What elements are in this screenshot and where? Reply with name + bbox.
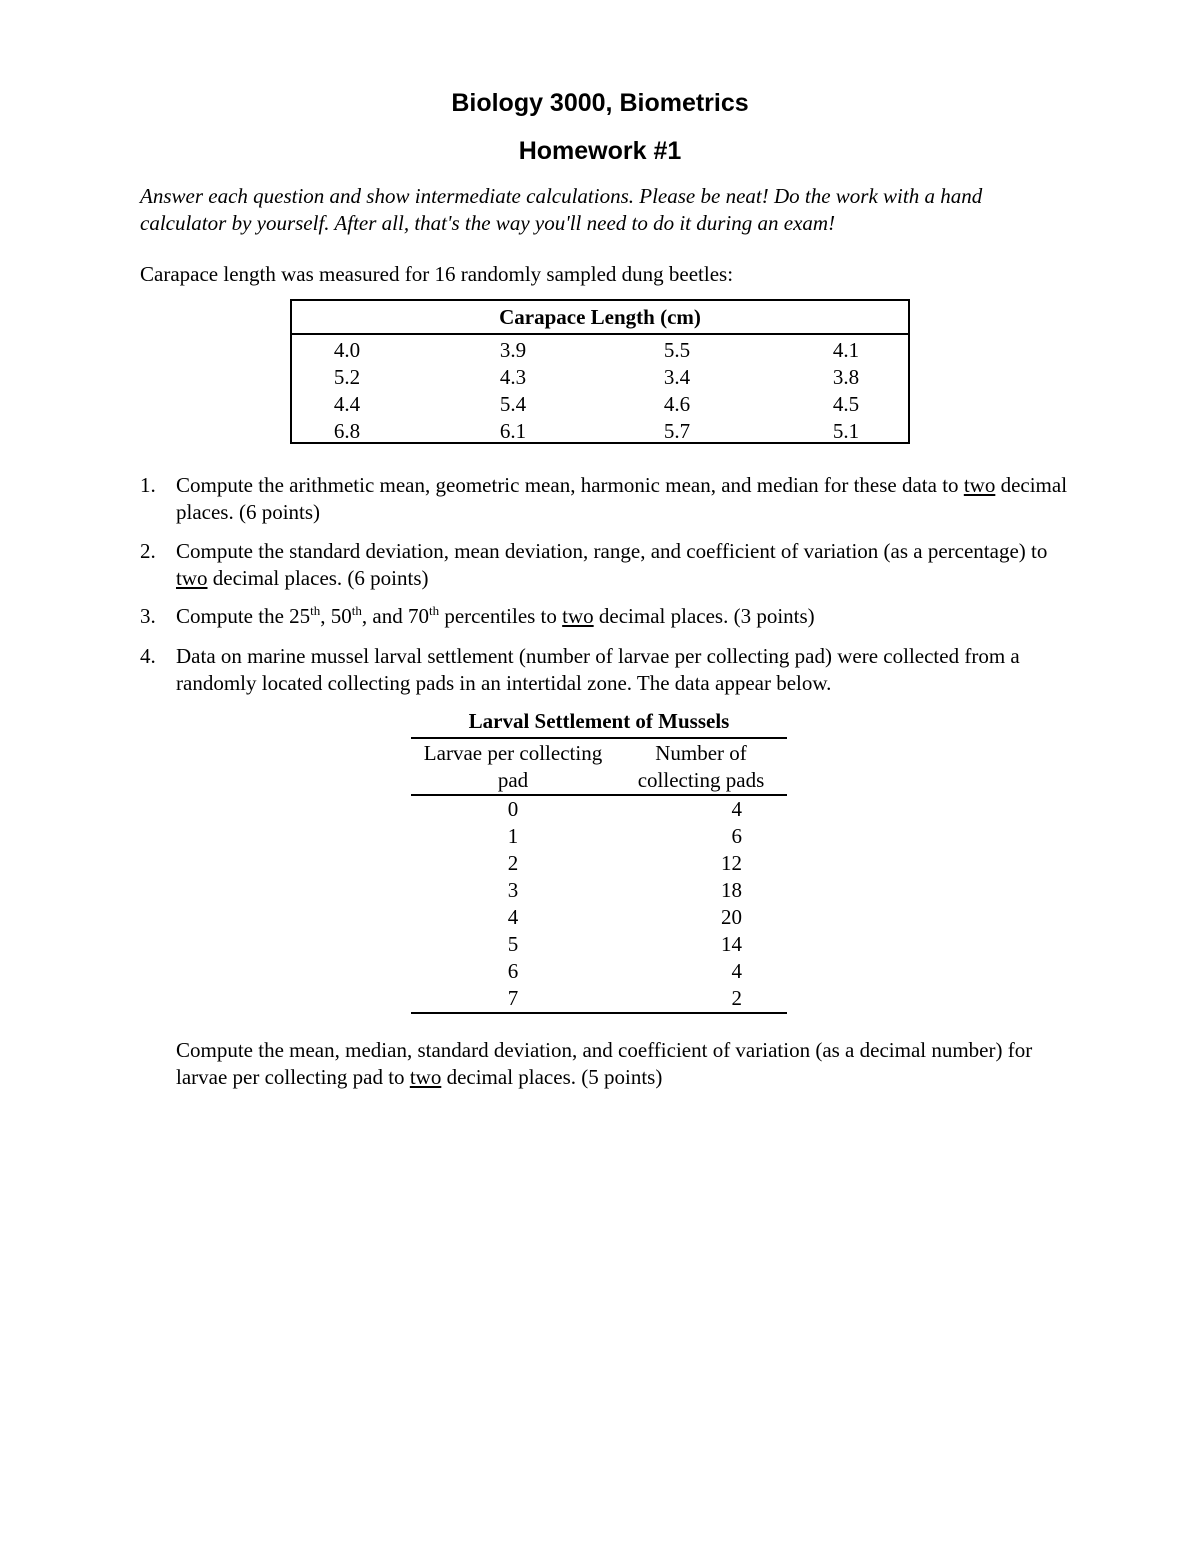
table-row — [411, 931, 787, 958]
table-cell: 12 — [721, 851, 742, 875]
table-cell: 5.5 — [663, 338, 691, 362]
table-cell: 4 — [731, 797, 742, 821]
table-cell: 6.1 — [499, 419, 527, 443]
question-text-part: Compute the arithmetic mean, geometric mean, harmonic mean, and median for these data to — [176, 473, 964, 497]
ordinal-suffix: th — [351, 603, 362, 618]
table-cell: 3 — [507, 878, 519, 902]
instructions: Answer each question and show intermediate calculations. Please be neat! Do the work with a hand calculator by yourself. After all, that's the way you'll need to do it during an exam! — [140, 184, 983, 235]
table-cell: 18 — [721, 878, 742, 902]
question-text-part: decimal places. (6 points) — [207, 566, 429, 590]
table-row — [411, 904, 787, 931]
underlined-word: two — [562, 604, 594, 628]
underlined-word: two — [409, 1065, 442, 1089]
question-2 — [140, 538, 1070, 592]
question-text-part: , 50 — [320, 604, 352, 628]
table-cell: 6 — [731, 824, 742, 848]
question-text — [176, 603, 1070, 630]
question-text-part: Compute the mean, median, standard deviation, and coefficient of variation (as a decimal number) for larvae per collecting pad to — [176, 1038, 1033, 1089]
table-cell: 4.0 — [333, 338, 361, 362]
table-cell: 4 — [507, 905, 519, 929]
question-text — [176, 538, 1070, 592]
question-4 — [140, 643, 1070, 697]
question-text — [176, 472, 1070, 526]
question-text-part: Compute the standard deviation, mean deviation, range, and coefficient of variation (as a percentage) to — [176, 539, 1048, 563]
ordinal-suffix: th — [428, 603, 440, 618]
table-cell: 4 — [731, 959, 742, 983]
question-text-part: Compute the 25 — [176, 604, 311, 628]
question-text-part: percentiles to — [439, 604, 563, 628]
column-header-pads: Number of collecting pads — [637, 741, 765, 792]
table-cell: 3.8 — [832, 365, 860, 389]
question-number: 2. — [140, 539, 156, 563]
question-number: 4. — [140, 644, 156, 668]
carapace-lead-text: Carapace length was measured for 16 randomly sampled dung beetles: — [140, 262, 734, 286]
table-cell: 4.5 — [832, 392, 860, 416]
table-row — [411, 796, 787, 823]
question-number: 3. — [140, 604, 156, 628]
table-row — [411, 850, 787, 877]
table-cell: 20 — [721, 905, 742, 929]
final-question — [176, 1037, 1056, 1091]
carapace-table-title: Carapace Length (cm) — [292, 301, 908, 335]
table-row — [411, 985, 787, 1012]
question-3 — [140, 603, 1070, 630]
table-cell: 6 — [507, 959, 519, 983]
table-cell: 1 — [507, 824, 519, 848]
carapace-table — [290, 299, 910, 444]
table-cell: 2 — [507, 851, 519, 875]
table-row — [411, 958, 787, 985]
question-number: 1. — [140, 473, 156, 497]
question-text-part: decimal places. (6 points) — [176, 473, 1068, 524]
underlined-word: two — [963, 473, 996, 497]
table-cell: 4.6 — [663, 392, 691, 416]
larval-settlement-table — [411, 707, 787, 1014]
larval-table-header — [411, 737, 787, 796]
table-cell: 0 — [507, 797, 519, 821]
table-cell: 6.8 — [333, 419, 361, 443]
question-text-part: decimal places. (5 points) — [441, 1065, 663, 1089]
question-text: Data on marine mussel larval settlement (number of larvae per collecting pad) were collected from a randomly located collecting pads in an intertidal zone. The data appear below. — [176, 644, 1020, 695]
table-cell: 3.4 — [663, 365, 691, 389]
table-cell: 4.4 — [333, 392, 361, 416]
table-cell: 4.3 — [499, 365, 527, 389]
column-header-larvae: Larvae per collecting pad — [423, 741, 603, 792]
table-bottom-rule — [411, 1012, 787, 1014]
assignment-title: Homework #1 — [518, 137, 682, 165]
table-cell: 7 — [507, 986, 519, 1010]
table-cell: 5.2 — [333, 365, 361, 389]
ordinal-suffix: th — [310, 603, 321, 618]
table-cell: 4.1 — [832, 338, 860, 362]
table-cell: 5.1 — [832, 419, 860, 443]
table-row — [411, 823, 787, 850]
table-cell: 5.7 — [663, 419, 691, 443]
question-text-part: decimal places. (3 points) — [593, 604, 815, 628]
table-cell: 14 — [721, 932, 742, 956]
course-title: Biology 3000, Biometrics — [451, 89, 749, 117]
table-cell: 2 — [731, 986, 742, 1010]
question-text-part: , and 70 — [361, 604, 429, 628]
table-cell: 5 — [507, 932, 519, 956]
question-1 — [140, 472, 1070, 526]
table-row — [411, 877, 787, 904]
underlined-word: two — [176, 566, 208, 590]
table-cell: 5.4 — [499, 392, 527, 416]
carapace-table-body — [292, 335, 908, 445]
table-cell: 3.9 — [499, 338, 527, 362]
larval-table-title: Larval Settlement of Mussels — [468, 709, 730, 733]
